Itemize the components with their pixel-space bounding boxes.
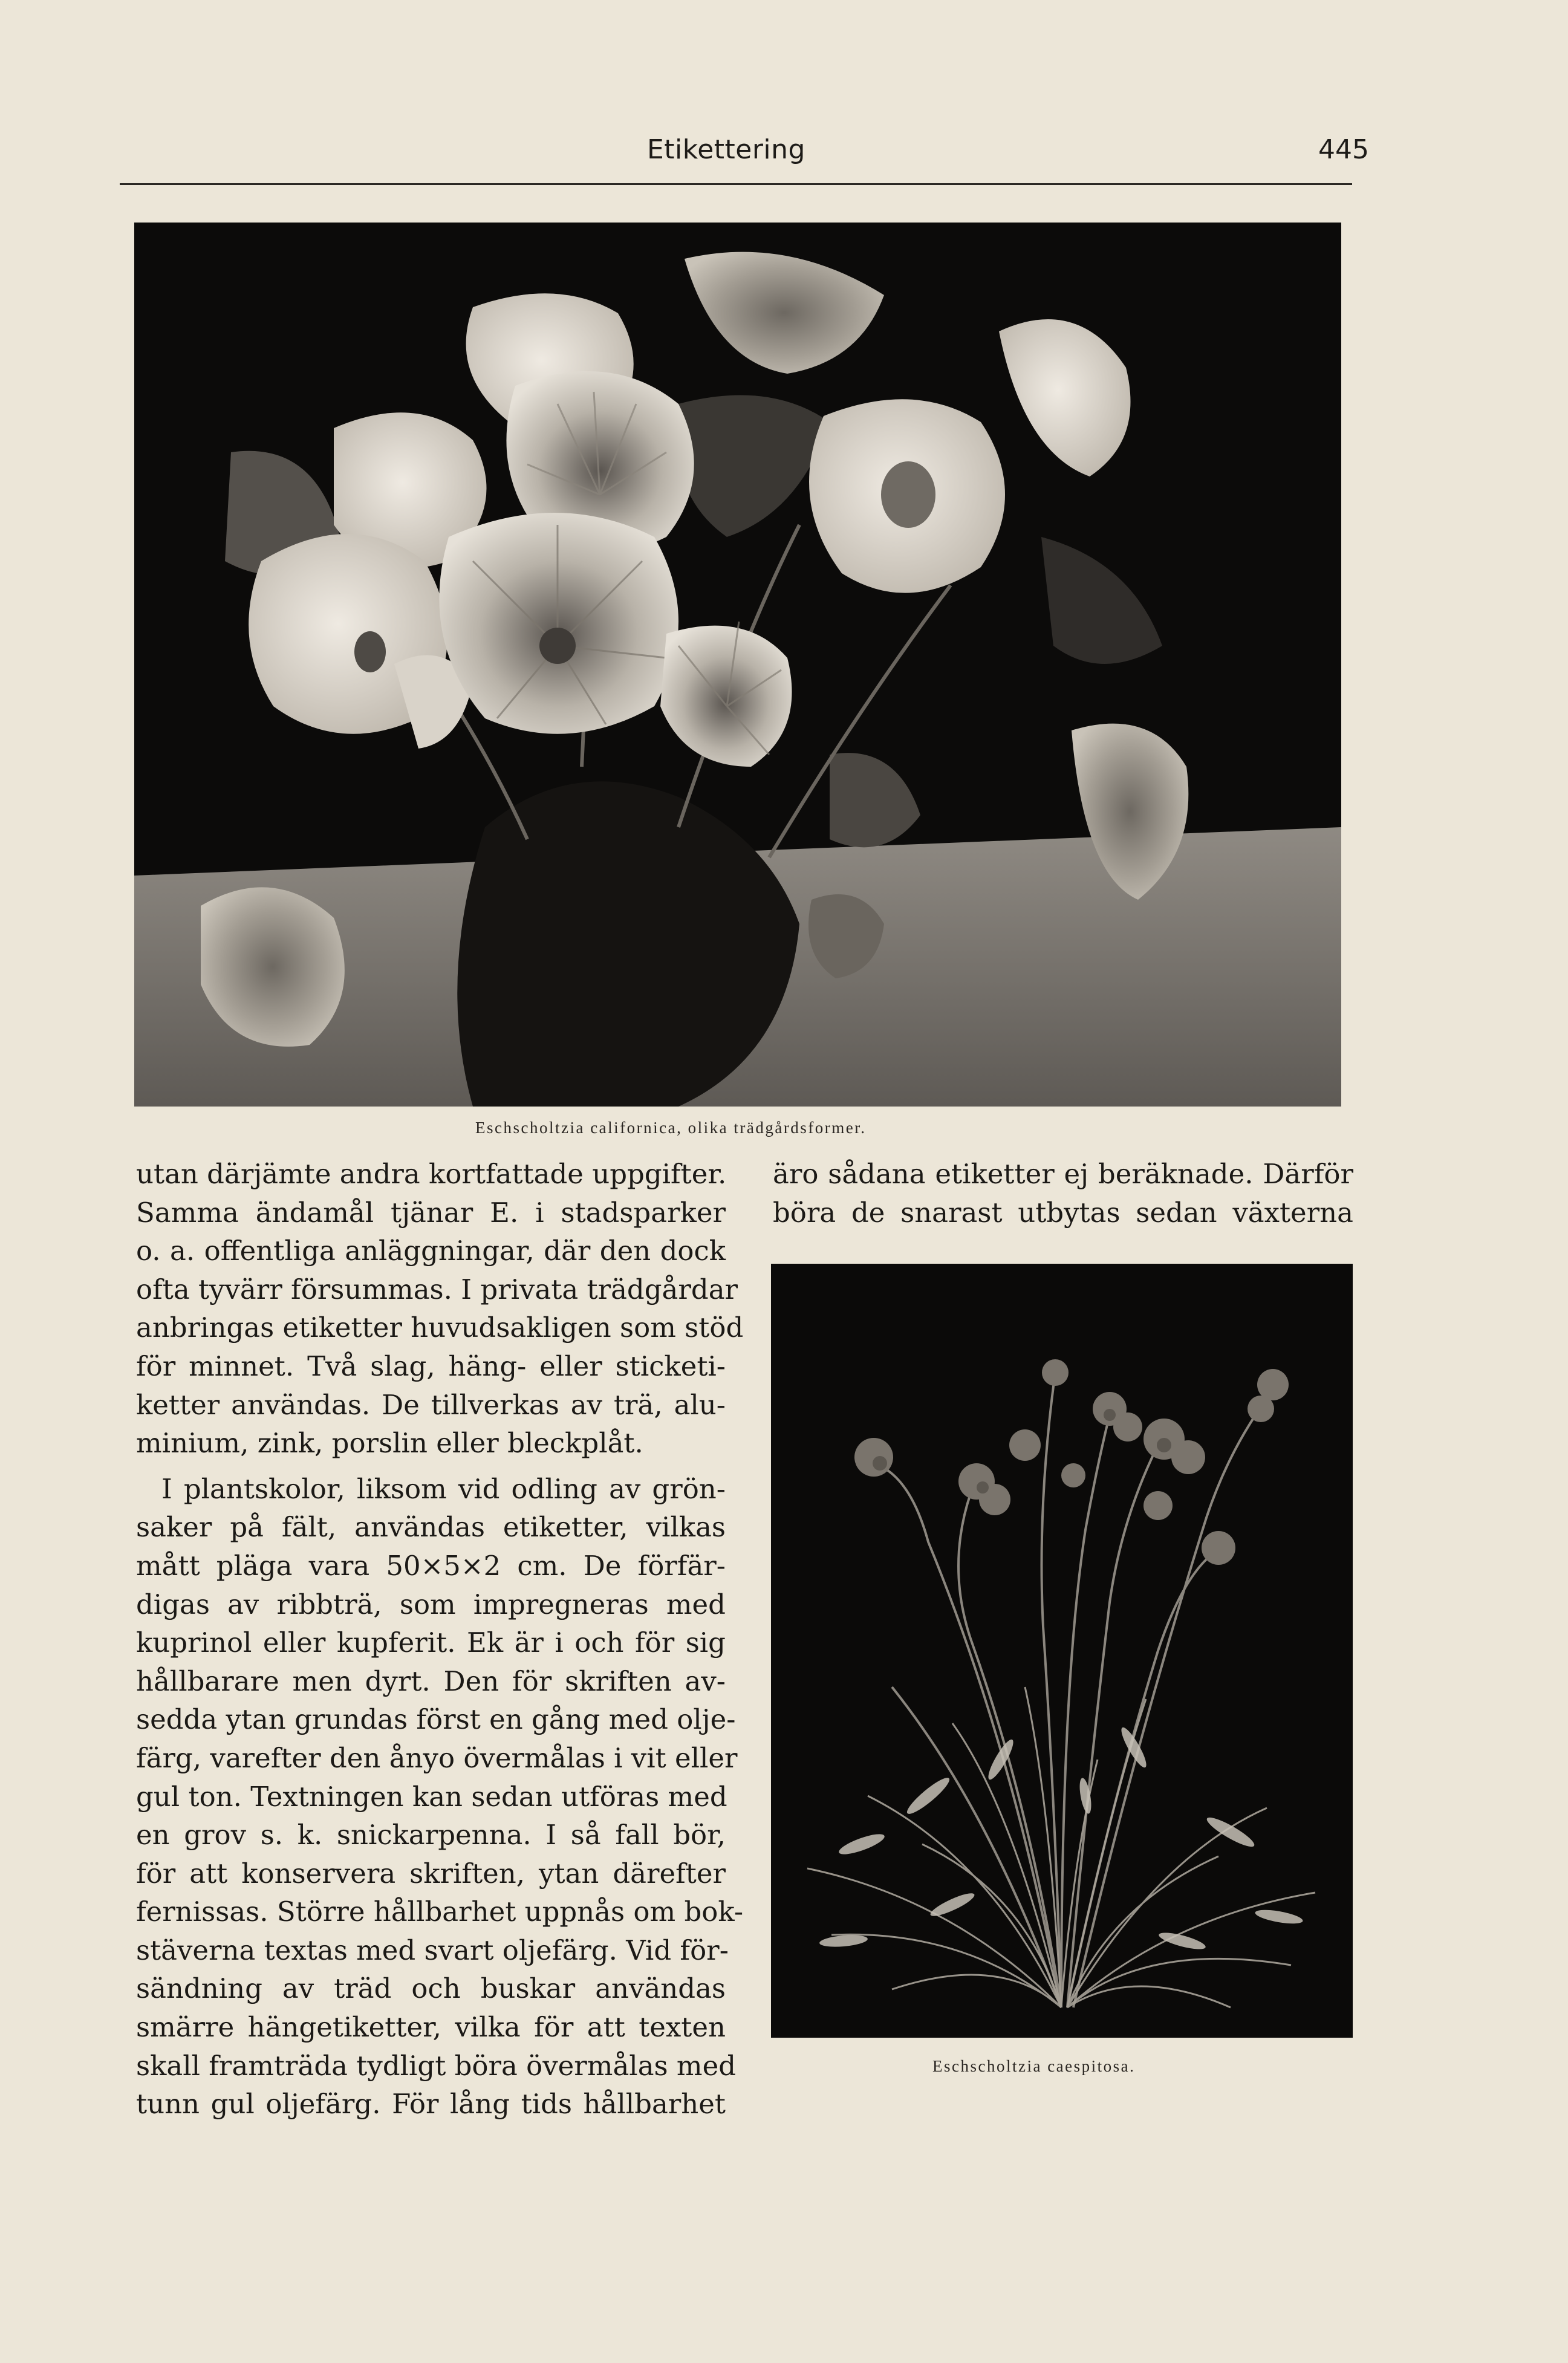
figure-caption-top: Eschscholtzia californica, olika trädgårdsformer. bbox=[475, 1119, 867, 1137]
page-number: 445 bbox=[1318, 134, 1369, 165]
text-line: digas av ribbträ, som impregneras med bbox=[136, 1588, 726, 1620]
text-line: tunn gul oljefärg. För lång tids hållbarhet bbox=[136, 2088, 726, 2121]
text-line: utan därjämte andra kortfattade uppgifter. bbox=[136, 1158, 727, 1190]
text-line: hållbarare men dyrt. Den för skriften av- bbox=[136, 1665, 726, 1697]
text-line: för minnet. Två slag, häng- eller sticketi- bbox=[136, 1350, 726, 1382]
text-line: minium, zink, porslin eller bleckplåt. bbox=[136, 1427, 643, 1460]
header-rule bbox=[120, 183, 1352, 185]
text-line: I plantskolor, liksom vid odling av grön- bbox=[161, 1472, 726, 1505]
text-line: en grov s. k. snickarpenna. I så fall bör, bbox=[136, 1819, 726, 1851]
text-line: böra de snarast utbytas sedan växterna bbox=[773, 1196, 1353, 1229]
poppy-bouquet-illustration bbox=[134, 223, 1341, 1107]
text-line: mått pläga vara 50×5×2 cm. De förfär- bbox=[136, 1549, 726, 1582]
left-text-column bbox=[136, 1155, 744, 2124]
text-line: kuprinol eller kupferit. Ek är i och för sig bbox=[136, 1627, 726, 1659]
text-line: färg, varefter den ånyo övermålas i vit eller bbox=[136, 1741, 738, 1774]
text-line: äro sådana etiketter ej beräknade. Därför bbox=[773, 1158, 1353, 1190]
text-line: fernissas. Större hållbarhet uppnås om bok- bbox=[136, 1896, 744, 1928]
text-line: stäverna textas med svart oljefärg. Vid för- bbox=[136, 1934, 729, 1966]
text-line: ketter användas. De tillverkas av trä, alu- bbox=[136, 1388, 726, 1421]
text-line: för att konservera skriften, ytan därefter bbox=[136, 1857, 726, 1890]
text-line: anbringas etiketter huvudsakligen som stöd bbox=[136, 1312, 744, 1344]
figure-caption-bottom: Eschscholtzia caespitosa. bbox=[932, 2057, 1136, 2075]
text-line: gul ton. Textningen kan sedan utföras med bbox=[136, 1780, 727, 1813]
paragraph-gap bbox=[136, 1463, 726, 1470]
text-line: sedda ytan grundas först en gång med olje- bbox=[136, 1703, 736, 1736]
tufted-poppy-illustration bbox=[771, 1264, 1353, 2038]
text-line: smärre hängetiketter, vilka för att texten bbox=[136, 2011, 726, 2044]
photo-eschscholtzia-californica bbox=[134, 223, 1341, 1107]
text-line: skall framträda tydligt böra övermålas med bbox=[136, 2049, 737, 2082]
text-line: sändning av träd och buskar användas bbox=[136, 1972, 726, 2005]
running-title: Etikettering bbox=[647, 134, 805, 165]
text-line: saker på fält, användas etiketter, vilkas bbox=[136, 1511, 726, 1544]
text-line: ofta tyvärr försummas. I privata trädgårdar bbox=[136, 1273, 738, 1305]
text-line: o. a. offentliga anläggningar, där den dock bbox=[136, 1235, 726, 1267]
right-text-column bbox=[773, 1155, 1353, 1232]
photo-eschscholtzia-caespitosa bbox=[771, 1264, 1353, 2038]
text-line: Samma ändamål tjänar E. i stadsparker bbox=[136, 1196, 726, 1229]
